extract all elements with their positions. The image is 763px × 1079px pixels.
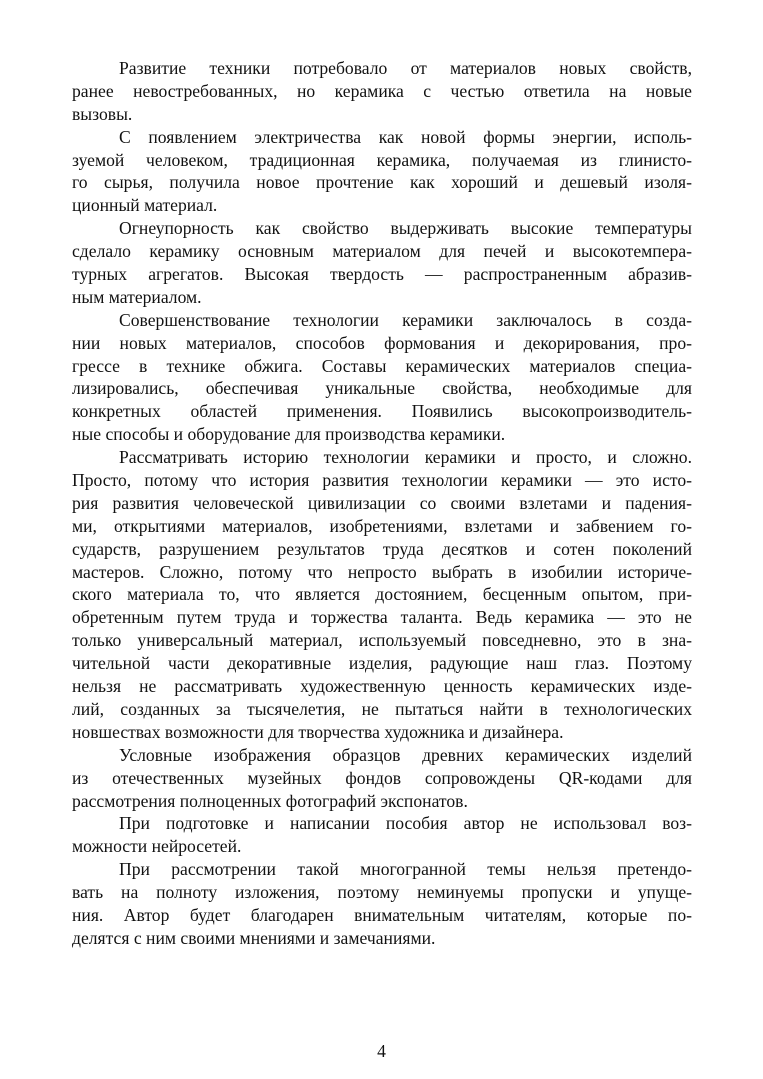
text-line: грессе в технике обжига. Составы керамических материалов специа- — [72, 355, 692, 376]
text-line: мастеров. Сложно, потому что непросто выбрать в изобилии историче- — [72, 561, 692, 582]
text-line: Условные изображения образцов древних керамических изделий — [119, 744, 692, 765]
text-line: Огнеупорность как свойство выдерживать высокие температуры — [119, 218, 692, 239]
text-line: ранее невостребованных, но керамика с честью ответила на новые — [72, 80, 692, 101]
paragraph — [72, 744, 692, 813]
text-line: делятся с ним своими мнениями и замечаниями. — [72, 927, 436, 948]
text-line: конкретных областей применения. Появились высокопроизводитель- — [72, 401, 692, 422]
text-line: Рассматривать историю технологии керамики и просто, и сложно. — [119, 447, 692, 468]
text-line: Просто, потому что история развития технологии керамики — это исто- — [72, 470, 692, 491]
paragraph — [72, 57, 692, 126]
text-line: ным материалом. — [72, 286, 202, 307]
text-line: лизировались, обеспечивая уникальные свойства, необходимые для — [72, 378, 692, 399]
text-line: обретенным путем труда и торжества таланта. Ведь керамика — это не — [72, 607, 692, 628]
text-line: рия развития человеческой цивилизации со своими взлетами и падения- — [72, 492, 692, 513]
text-line: го сырья, получила новое прочтение как хороший и дешевый изоля- — [72, 172, 692, 193]
body-text — [72, 57, 692, 950]
text-line: вать на полноту изложения, поэтому неминуемы пропуски и упуще- — [72, 882, 692, 903]
paragraph — [72, 309, 692, 446]
page-number: 4 — [377, 1041, 386, 1061]
text-line: Совершенствование технологии керамики заключалось в созда- — [119, 309, 692, 330]
text-line: ционный материал. — [72, 195, 218, 216]
text-line: зуемой человеком, традиционная керамика, получаемая из глинисто- — [72, 149, 692, 170]
text-line: нии новых материалов, способов формования и декорирования, про- — [72, 332, 692, 353]
paragraph — [72, 217, 692, 309]
text-line: лий, созданных за тысячелетия, не пытаться найти в технологических — [72, 698, 692, 719]
paragraph — [72, 858, 692, 950]
text-line: только универсальный материал, используемый повседневно, это в зна- — [72, 630, 692, 651]
text-line: ского материала то, что является достоянием, бесценным опытом, при- — [72, 584, 692, 605]
text-line: вызовы. — [72, 103, 133, 124]
text-line: С появлением электричества как новой формы энергии, исполь- — [119, 126, 692, 147]
text-line: из отечественных музейных фондов сопровождены QR-кодами для — [72, 767, 692, 788]
text-line: ния. Автор будет благодарен внимательным читателям, которые по- — [72, 904, 692, 925]
text-line: чительной части декоративные изделия, радующие наш глаз. Поэтому — [72, 653, 692, 674]
paragraph — [72, 126, 692, 218]
paragraph — [72, 812, 692, 858]
text-line: можности нейросетей. — [72, 836, 242, 857]
paragraph — [72, 446, 692, 744]
text-line: При рассмотрении такой многогранной темы нельзя претендо- — [119, 859, 692, 880]
text-line: При подготовке и написании пособия автор не использовал воз- — [119, 813, 692, 834]
text-line: ми, открытиями материалов, изобретениями, взлетами и забвением го- — [72, 515, 692, 536]
text-line: сударств, разрушением результатов труда десятков и сотен поколений — [72, 538, 692, 559]
text-line: турных агрегатов. Высокая твердость — распространенным абразив- — [72, 264, 692, 285]
text-line: Развитие техники потребовало от материалов новых свойств, — [119, 58, 692, 78]
text-line: сделало керамику основным материалом для печей и высокотемпера- — [72, 241, 692, 262]
text-line: нельзя не рассматривать художественную ценность керамических изде- — [72, 676, 692, 697]
text-line: рассмотрения полноценных фотографий экспонатов. — [72, 790, 468, 811]
text-line: новшествах возможности для творчества художника и дизайнера. — [72, 721, 564, 742]
text-line: ные способы и оборудование для производства керамики. — [72, 424, 506, 445]
